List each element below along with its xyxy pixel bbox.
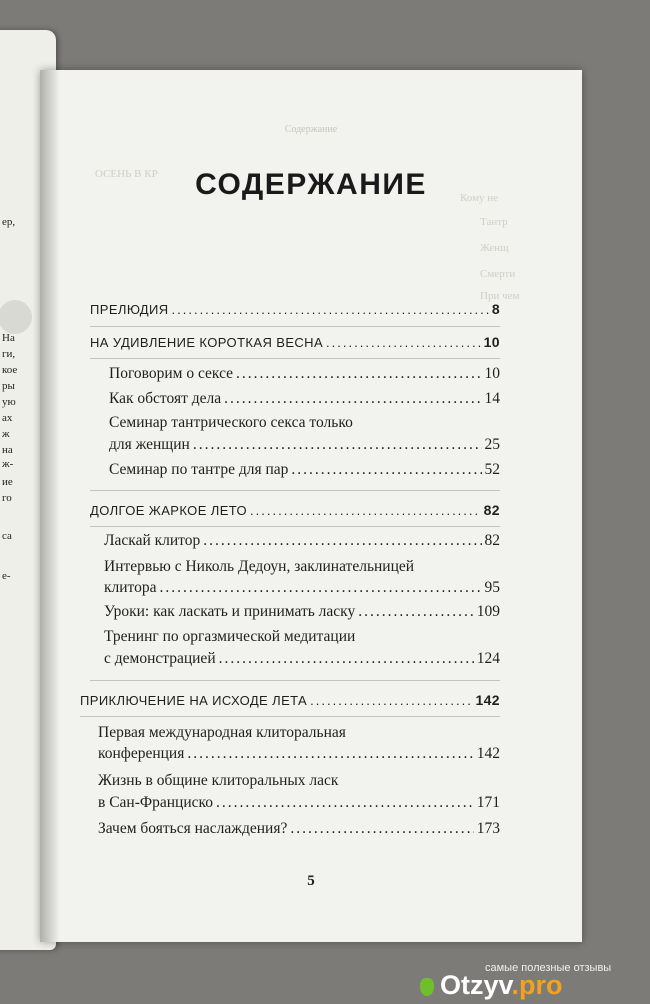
toc-page-number: 25 [484, 436, 500, 453]
toc-subentry [104, 603, 500, 621]
toc-page-number: 124 [476, 650, 500, 667]
leader-dots [193, 436, 482, 454]
toc-page-number: 171 [476, 794, 500, 811]
toc-page-number: 95 [484, 579, 500, 596]
facing-text-fragment: са [2, 530, 12, 542]
toc-section-title: ПРИКЛЮЧЕНИЕ НА ИСХОДЕ ЛЕТА [80, 693, 308, 708]
toc-page-number: 142 [476, 745, 500, 762]
toc-subentry [98, 820, 500, 838]
divider [90, 680, 500, 681]
facing-text-fragment: ги, [2, 348, 16, 360]
facing-text-fragment: ж [2, 428, 10, 440]
leader-dots [290, 820, 473, 838]
bleed-through-text: Женщ [480, 242, 509, 254]
bleed-through-text: Кому не [460, 192, 499, 204]
toc-entry-title: для женщин [109, 436, 190, 453]
facing-text-fragment: На [2, 332, 15, 344]
toc-entry-title-line: Интервью с Николь Дедоун, заклинательницей [104, 558, 415, 575]
book-page [40, 70, 582, 942]
leader-dots [224, 390, 481, 408]
toc-page-number: 52 [484, 461, 500, 478]
leader-dots [326, 335, 481, 350]
toc-page-number: 14 [484, 390, 500, 407]
page-title: СОДЕРЖАНИЕ [195, 168, 427, 201]
toc-page-number: 8 [491, 301, 500, 317]
toc-entry-title-line: Семинар тантрического секса только [109, 414, 353, 431]
leader-dots [310, 693, 472, 708]
bleed-through-text: ОСЕНЬ В КР [95, 168, 158, 180]
facing-text-fragment: кое [2, 364, 18, 376]
facing-text-fragment: е- [2, 570, 11, 582]
divider [90, 490, 500, 491]
toc-subentry [109, 365, 500, 383]
bleed-through-text: Тантр [480, 216, 508, 228]
facing-text-fragment: ах [2, 412, 13, 424]
divider [90, 358, 500, 359]
toc-subentry [109, 461, 500, 479]
toc-subentry [98, 745, 500, 763]
leader-dots [172, 302, 489, 317]
leader-dots [203, 532, 481, 550]
toc-entry-title: конференция [98, 745, 185, 762]
running-head: Содержание [284, 124, 338, 135]
toc-page-number: 82 [484, 532, 500, 549]
leader-dots [250, 503, 481, 518]
toc-entry-title: Ласкай клитор [104, 532, 201, 549]
toc-section-title: ПРЕЛЮДИЯ [90, 302, 169, 317]
toc-section-entry [90, 334, 500, 350]
leader-dots [291, 461, 481, 479]
facing-page-image [0, 300, 32, 334]
toc-subentry [109, 390, 500, 408]
toc-entry-title-line: Тренинг по оргазмической медитации [104, 628, 356, 645]
facing-text-fragment: ую [2, 396, 16, 408]
toc-page-number: 10 [484, 365, 500, 382]
otzyv-logo-icon [420, 978, 434, 996]
toc-subentry [104, 650, 500, 668]
toc-page-number: 173 [476, 820, 500, 837]
leader-dots [216, 794, 474, 812]
leader-dots [358, 603, 474, 621]
facing-text-fragment: ж- [2, 458, 14, 470]
facing-text-fragment: ер, [2, 216, 16, 228]
watermark-tagline: самые полезные отзывы [485, 962, 612, 974]
toc-section-entry [90, 301, 500, 317]
toc-entry-title: Уроки: как ласкать и принимать ласку [104, 603, 356, 620]
toc-subentry [109, 436, 500, 454]
toc-section-entry [90, 502, 500, 518]
toc-entry-title: клитора [104, 579, 157, 596]
toc-section-title: ДОЛГОЕ ЖАРКОЕ ЛЕТО [90, 503, 248, 518]
toc-page-number: 142 [475, 692, 500, 708]
toc-entry-title: Семинар по тантре для пар [109, 461, 289, 478]
facing-text-fragment: го [2, 492, 12, 504]
leader-dots [160, 579, 482, 597]
facing-text-fragment: ие [2, 476, 13, 488]
logo-main-text: Otzyv [440, 970, 512, 1000]
divider [90, 526, 500, 527]
bleed-through-text: При чем [480, 290, 520, 302]
toc-entry-title: в Сан-Франциско [98, 794, 214, 811]
toc-page-number: 82 [483, 502, 500, 518]
toc-section-title: НА УДИВЛЕНИЕ КОРОТКАЯ ВЕСНА [90, 335, 324, 350]
logo-suffix-text: .pro [511, 970, 563, 1000]
leader-dots [187, 745, 473, 763]
toc-entry-title: Зачем бояться наслаждения? [98, 820, 288, 837]
watermark-logo[interactable] [440, 970, 563, 1001]
leader-dots [219, 650, 474, 668]
toc-subentry [98, 794, 500, 812]
toc-subentry [104, 532, 500, 550]
divider [90, 326, 500, 327]
bleed-through-text: Смерти [480, 268, 516, 280]
toc-entry-title: Как обстоят дела [109, 390, 222, 407]
facing-text-fragment: ры [2, 380, 15, 392]
toc-page-number: 109 [476, 603, 500, 620]
facing-text-fragment: на [2, 444, 13, 456]
toc-entry-title-line: Первая международная клиторальная [98, 724, 346, 741]
page-number: 5 [307, 873, 315, 889]
divider [80, 716, 500, 717]
toc-entry-title: Поговорим о сексе [109, 365, 234, 382]
toc-subentry [104, 579, 500, 597]
toc-entry-title: с демонстрацией [104, 650, 216, 667]
toc-section-entry [80, 692, 500, 708]
toc-page-number: 10 [483, 334, 500, 350]
leader-dots [236, 365, 481, 383]
toc-entry-title-line: Жизнь в общине клиторальных ласк [98, 772, 339, 789]
